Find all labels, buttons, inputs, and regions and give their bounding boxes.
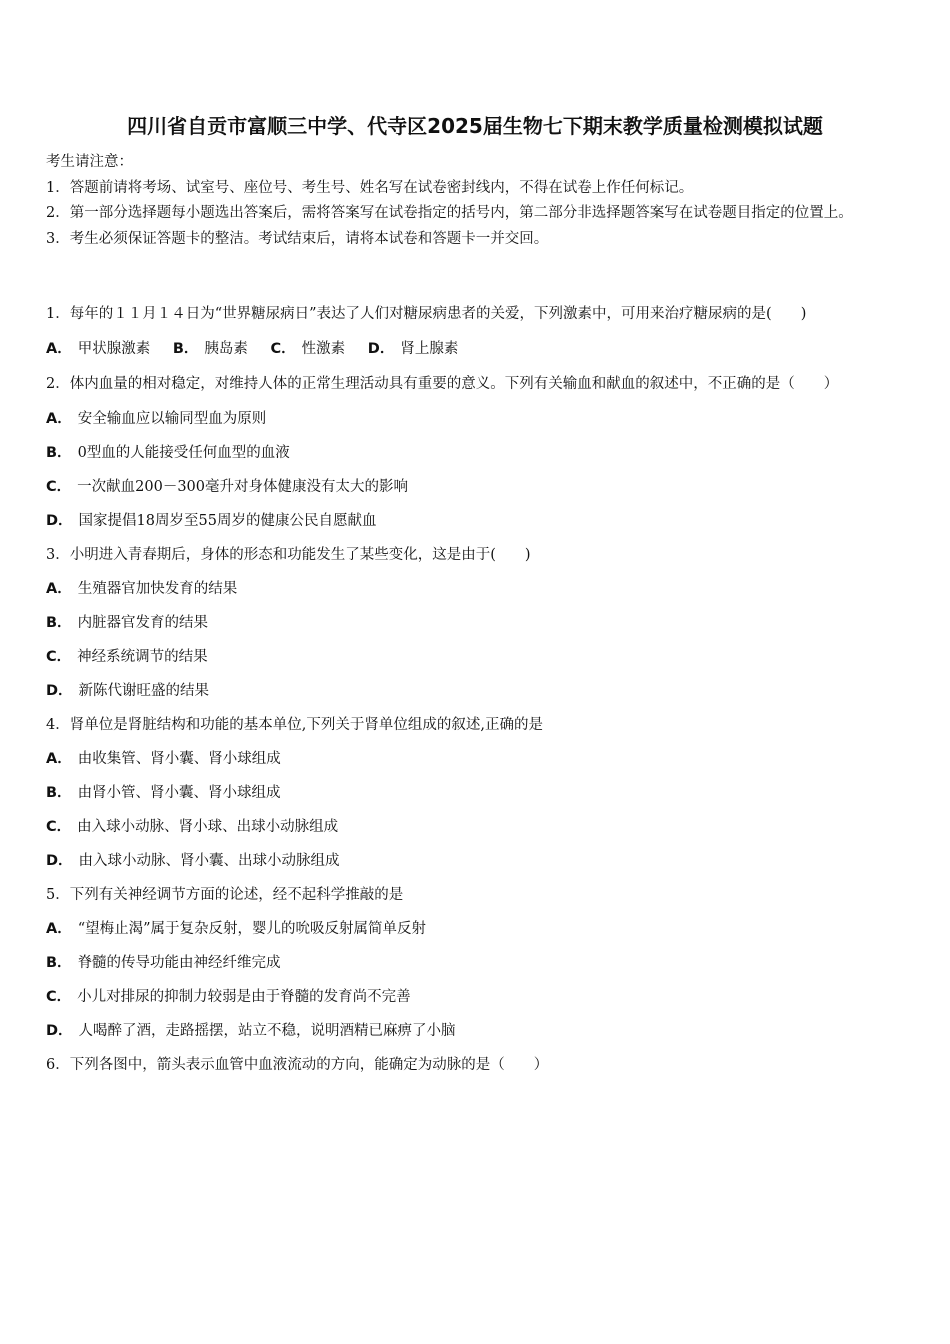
- notice-item: 2．第一部分选择题每小题选出答案后，需将答案写在试卷指定的括号内，第二部分非选择题答案写在试卷题目指定的位置上。: [46, 205, 853, 221]
- option-letter: D．: [367, 341, 395, 357]
- option-text: 由收集管、肾小囊、肾小球组成: [77, 751, 281, 767]
- option-text: 由入球小动脉、肾小囊、出球小动脉组成: [78, 853, 340, 869]
- option-text: 新陈代谢旺盛的结果: [78, 683, 210, 699]
- notice-heading: 考生请注意：: [46, 154, 133, 170]
- question-stem: 6．下列各图中，箭头表示血管中血液流动的方向，能确定为动脉的是（ ）: [46, 1057, 549, 1073]
- question-stem: 4．肾单位是肾脏结构和功能的基本单位,下列关于肾单位组成的叙述,正确的是: [46, 717, 543, 733]
- option-letter: A．: [46, 411, 72, 427]
- question-list: [46, 296, 908, 1082]
- option-text: 生殖器官加快发育的结果: [77, 581, 238, 597]
- option-text: 内脏器官发育的结果: [77, 615, 209, 631]
- option-letter: D．: [46, 1023, 73, 1039]
- option-text: 人喝醉了酒，走路摇摆，站立不稳，说明酒精已麻痹了小脑: [78, 1023, 456, 1039]
- option-b[interactable]: [46, 606, 908, 640]
- option-letter: B．: [46, 445, 72, 461]
- option-text: 神经系统调节的结果: [77, 649, 208, 665]
- option-letter: D．: [46, 853, 73, 869]
- option-a[interactable]: [46, 341, 150, 357]
- question-3: [46, 538, 908, 708]
- option-text: 性激素: [301, 341, 346, 357]
- option-letter: A．: [46, 581, 72, 597]
- option-d[interactable]: [46, 844, 908, 878]
- option-letter: D．: [46, 513, 73, 529]
- option-b[interactable]: [173, 341, 248, 357]
- option-b[interactable]: [46, 436, 908, 470]
- option-c[interactable]: [271, 341, 346, 357]
- option-text: 甲状腺激素: [77, 341, 151, 357]
- option-a[interactable]: [46, 572, 908, 606]
- option-d[interactable]: [46, 674, 908, 708]
- option-c[interactable]: [46, 470, 908, 504]
- option-letter: D．: [46, 683, 73, 699]
- option-letter: B．: [46, 785, 72, 801]
- option-letter: C．: [46, 819, 72, 835]
- question-stem: 3．小明进入青春期后，身体的形态和功能发生了某些变化，这是由于( ): [46, 547, 531, 563]
- option-letter: B．: [46, 955, 72, 971]
- option-a[interactable]: [46, 742, 908, 776]
- option-a[interactable]: [46, 912, 908, 946]
- option-b[interactable]: [46, 776, 908, 810]
- option-letter: C．: [270, 341, 296, 357]
- question-4: [46, 708, 908, 878]
- question-2: [46, 366, 908, 538]
- option-b[interactable]: [46, 946, 908, 980]
- notice-item: 3．考生必须保证答题卡的整洁。考试结束后，请将本试卷和答题卡一并交回。: [46, 230, 549, 247]
- option-text: 脊髓的传导功能由神经纤维完成: [77, 955, 281, 971]
- notice-item: 1．答题前请将考场、试室号、座位号、考生号、姓名写在试卷密封线内，不得在试卷上作任何标记。: [46, 179, 694, 196]
- option-text: “望梅止渴”属于复杂反射，婴儿的吮吸反射属简单反射: [77, 921, 427, 937]
- option-letter: C．: [46, 649, 72, 665]
- option-row: [46, 332, 908, 366]
- option-text: 由肾小管、肾小囊、肾小球组成: [77, 785, 281, 801]
- option-a[interactable]: [46, 402, 908, 436]
- question-1: [46, 296, 908, 366]
- option-d[interactable]: [46, 1014, 908, 1048]
- option-letter: C．: [46, 989, 72, 1005]
- question-stem: 5．下列有关神经调节方面的论述，经不起科学推敲的是: [46, 887, 404, 903]
- option-text: 胰岛素: [204, 341, 248, 357]
- option-text: 肾上腺素: [400, 341, 459, 357]
- option-c[interactable]: [46, 810, 908, 844]
- option-letter: C．: [46, 479, 72, 495]
- option-text: 安全输血应以输同型血为原则: [77, 411, 267, 427]
- question-5: [46, 878, 908, 1048]
- question-stem: 1．每年的１１月１４日为“世界糖尿病日”表达了人们对糖尿病患者的关爱，下列激素中，可用来治疗糖尿病的是( ): [46, 306, 807, 322]
- exam-title: 四川省自贡市富顺三中学、代寺区2025届生物七下期末教学质量检测模拟试题: [127, 114, 823, 138]
- option-text: 国家提倡18周岁至55周岁的健康公民自愿献血: [78, 513, 377, 529]
- notice-block: [46, 150, 906, 252]
- option-letter: B．: [46, 615, 72, 631]
- option-text: 一次献血200－300毫升对身体健康没有太大的影响: [77, 479, 409, 495]
- option-letter: A．: [46, 341, 72, 357]
- option-letter: A．: [46, 921, 72, 937]
- question-6: [46, 1048, 908, 1082]
- option-c[interactable]: [46, 640, 908, 674]
- option-text: 由入球小动脉、肾小球、出球小动脉组成: [77, 819, 339, 835]
- option-text: 0型血的人能接受任何血型的血液: [77, 445, 290, 461]
- question-stem: 2．体内血量的相对稳定，对维持人体的正常生理活动具有重要的意义。下列有关输血和献血的叙述中，不正确的是（ ）: [46, 376, 839, 392]
- option-letter: A．: [46, 751, 72, 767]
- option-c[interactable]: [46, 980, 908, 1014]
- option-text: 小儿对排尿的抑制力较弱是由于脊髓的发育尚不完善: [77, 989, 411, 1005]
- option-d[interactable]: [368, 341, 459, 357]
- option-letter: B．: [172, 341, 199, 357]
- option-d[interactable]: [46, 504, 908, 538]
